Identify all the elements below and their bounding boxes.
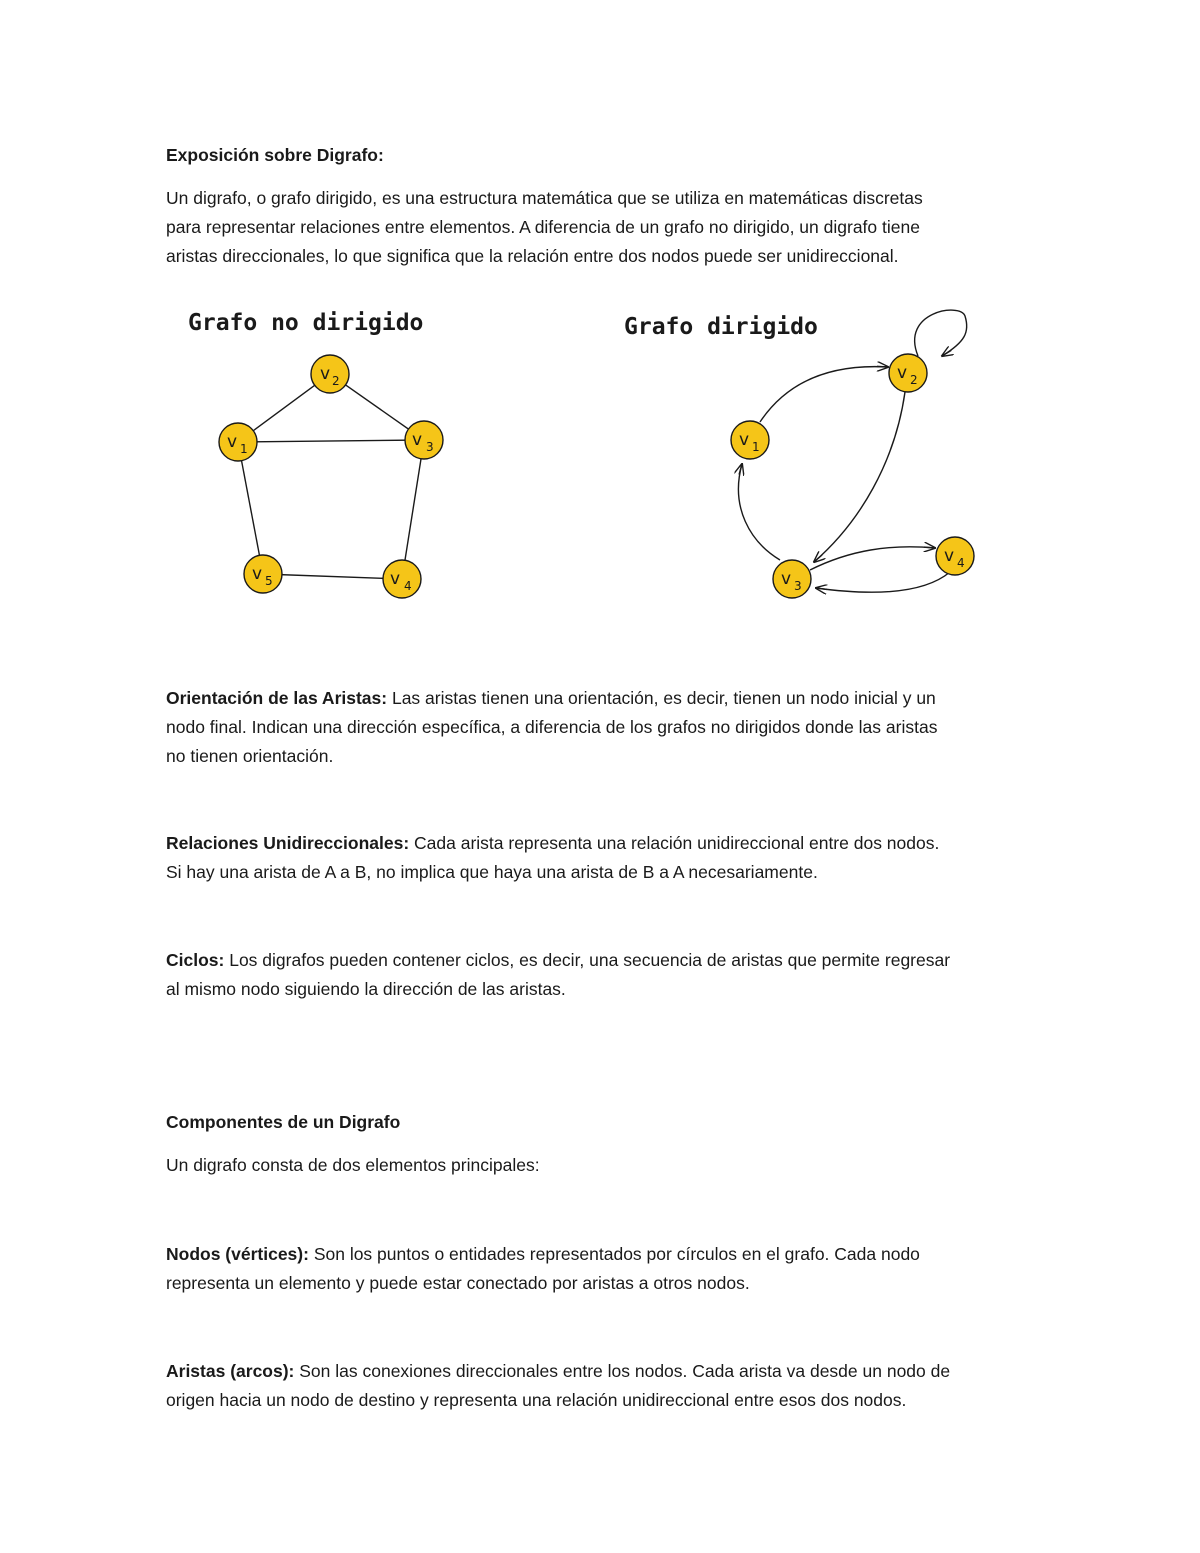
componentes-intro: Un digrafo consta de dos elementos principales: — [166, 1155, 540, 1175]
node-subscript: 1 — [752, 440, 760, 454]
directed-edge-v3-v1 — [738, 464, 780, 560]
undirected-node-v1 — [219, 423, 257, 461]
relaciones-line-1 — [166, 829, 1046, 859]
directed-edge-v1-v2 — [760, 367, 888, 422]
orientacion-line-3: no tienen orientación. — [166, 746, 334, 766]
ciclos-text-1: Los digrafos pueden contener ciclos, es decir, una secuencia de aristas que permite regresar — [224, 950, 951, 970]
undirected-edges — [238, 374, 424, 579]
undirected-node-v4 — [383, 560, 421, 598]
nodos-line-2: representa un elemento y puede estar conectado por aristas a otros nodos. — [166, 1273, 750, 1293]
node-letter: v — [320, 364, 331, 384]
graph-comparison-figure — [160, 292, 1040, 612]
ciclos-label: Ciclos: — [166, 950, 225, 970]
node-letter: v — [227, 432, 238, 452]
node-letter: v — [412, 430, 423, 450]
undirected-node-v2 — [311, 355, 349, 393]
directed-node-v2 — [889, 354, 927, 392]
nodos-text-1: Son los puntos o entidades representados por círculos en el grafo. Cada nodo — [308, 1244, 920, 1264]
undirected-edge-v1-v5 — [238, 442, 263, 574]
node-subscript: 4 — [957, 556, 965, 570]
node-subscript: 3 — [794, 579, 802, 593]
node-subscript: 3 — [426, 440, 434, 454]
node-letter: v — [897, 363, 908, 383]
intro-line-2: para representar relaciones entre elementos. A diferencia de un grafo no dirigido, un digrafo tiene — [166, 217, 920, 237]
intro-line-1: Un digrafo, o grafo dirigido, es una estructura matemática que se utiliza en matemáticas discretas — [166, 188, 923, 208]
node-subscript: 2 — [332, 374, 340, 388]
document-title: Exposición sobre Digrafo: — [166, 145, 384, 165]
directed-edges — [738, 310, 966, 592]
relaciones-text-1: Cada arista representa una relación unidireccional entre dos nodos. — [409, 833, 940, 853]
node-letter: v — [781, 569, 792, 589]
undirected-node-v5 — [244, 555, 282, 593]
node-subscript: 1 — [240, 442, 248, 456]
undirected-node-v3 — [405, 421, 443, 459]
intro-line-3: aristas direccionales, lo que significa que la relación entre dos nodos puede ser unidireccional. — [166, 246, 899, 266]
undirected-edge-v1-v3 — [238, 440, 424, 442]
undirected-edge-v5-v4 — [263, 574, 402, 579]
aristas-line-1 — [166, 1357, 1046, 1387]
aristas-text-1: Son las conexiones direccionales entre los nodos. Cada arista va desde un nodo de — [294, 1361, 951, 1381]
node-subscript: 2 — [910, 373, 918, 387]
node-subscript: 4 — [404, 579, 412, 593]
componentes-heading: Componentes de un Digrafo — [166, 1112, 401, 1132]
node-letter: v — [739, 430, 750, 450]
graph-svg — [160, 292, 1040, 612]
directed-edge-v3-v4 — [810, 547, 935, 570]
directed-graph-title: Grafo dirigido — [624, 314, 818, 340]
relaciones-label: Relaciones Unidireccionales: — [166, 833, 410, 853]
node-letter: v — [390, 569, 401, 589]
aristas-line-2: origen hacia un nodo de destino y representa una relación unidireccional entre esos dos nodos. — [166, 1390, 907, 1410]
aristas-label: Aristas (arcos): — [166, 1361, 295, 1381]
node-subscript: 5 — [265, 574, 273, 588]
directed-node-v3 — [773, 560, 811, 598]
node-letter: v — [944, 546, 955, 566]
undirected-edge-v3-v4 — [402, 440, 424, 579]
directed-node-v4 — [936, 537, 974, 575]
directed-edge-v2-v3 — [814, 392, 905, 562]
orientacion-text-1: Las aristas tienen una orientación, es decir, tienen un nodo inicial y un — [387, 688, 936, 708]
directed-node-v1 — [731, 421, 769, 459]
undirected-graph-title: Grafo no dirigido — [188, 310, 424, 336]
directed-edge-v4-v3 — [816, 572, 950, 592]
relaciones-line-2: Si hay una arista de A a B, no implica que haya una arista de B a A necesariamente. — [166, 862, 818, 882]
directed-edge-v2-loop — [915, 310, 967, 356]
node-letter: v — [252, 564, 263, 584]
orientacion-line-2: nodo final. Indican una dirección específica, a diferencia de los grafos no dirigidos donde las aristas — [166, 717, 938, 737]
nodos-label: Nodos (vértices): — [166, 1244, 309, 1264]
ciclos-line-2: al mismo nodo siguiendo la dirección de las aristas. — [166, 979, 566, 999]
orientacion-line-1 — [166, 684, 1046, 714]
ciclos-line-1 — [166, 946, 1046, 976]
orientacion-label: Orientación de las Aristas: — [166, 688, 388, 708]
nodos-line-1 — [166, 1240, 1046, 1270]
